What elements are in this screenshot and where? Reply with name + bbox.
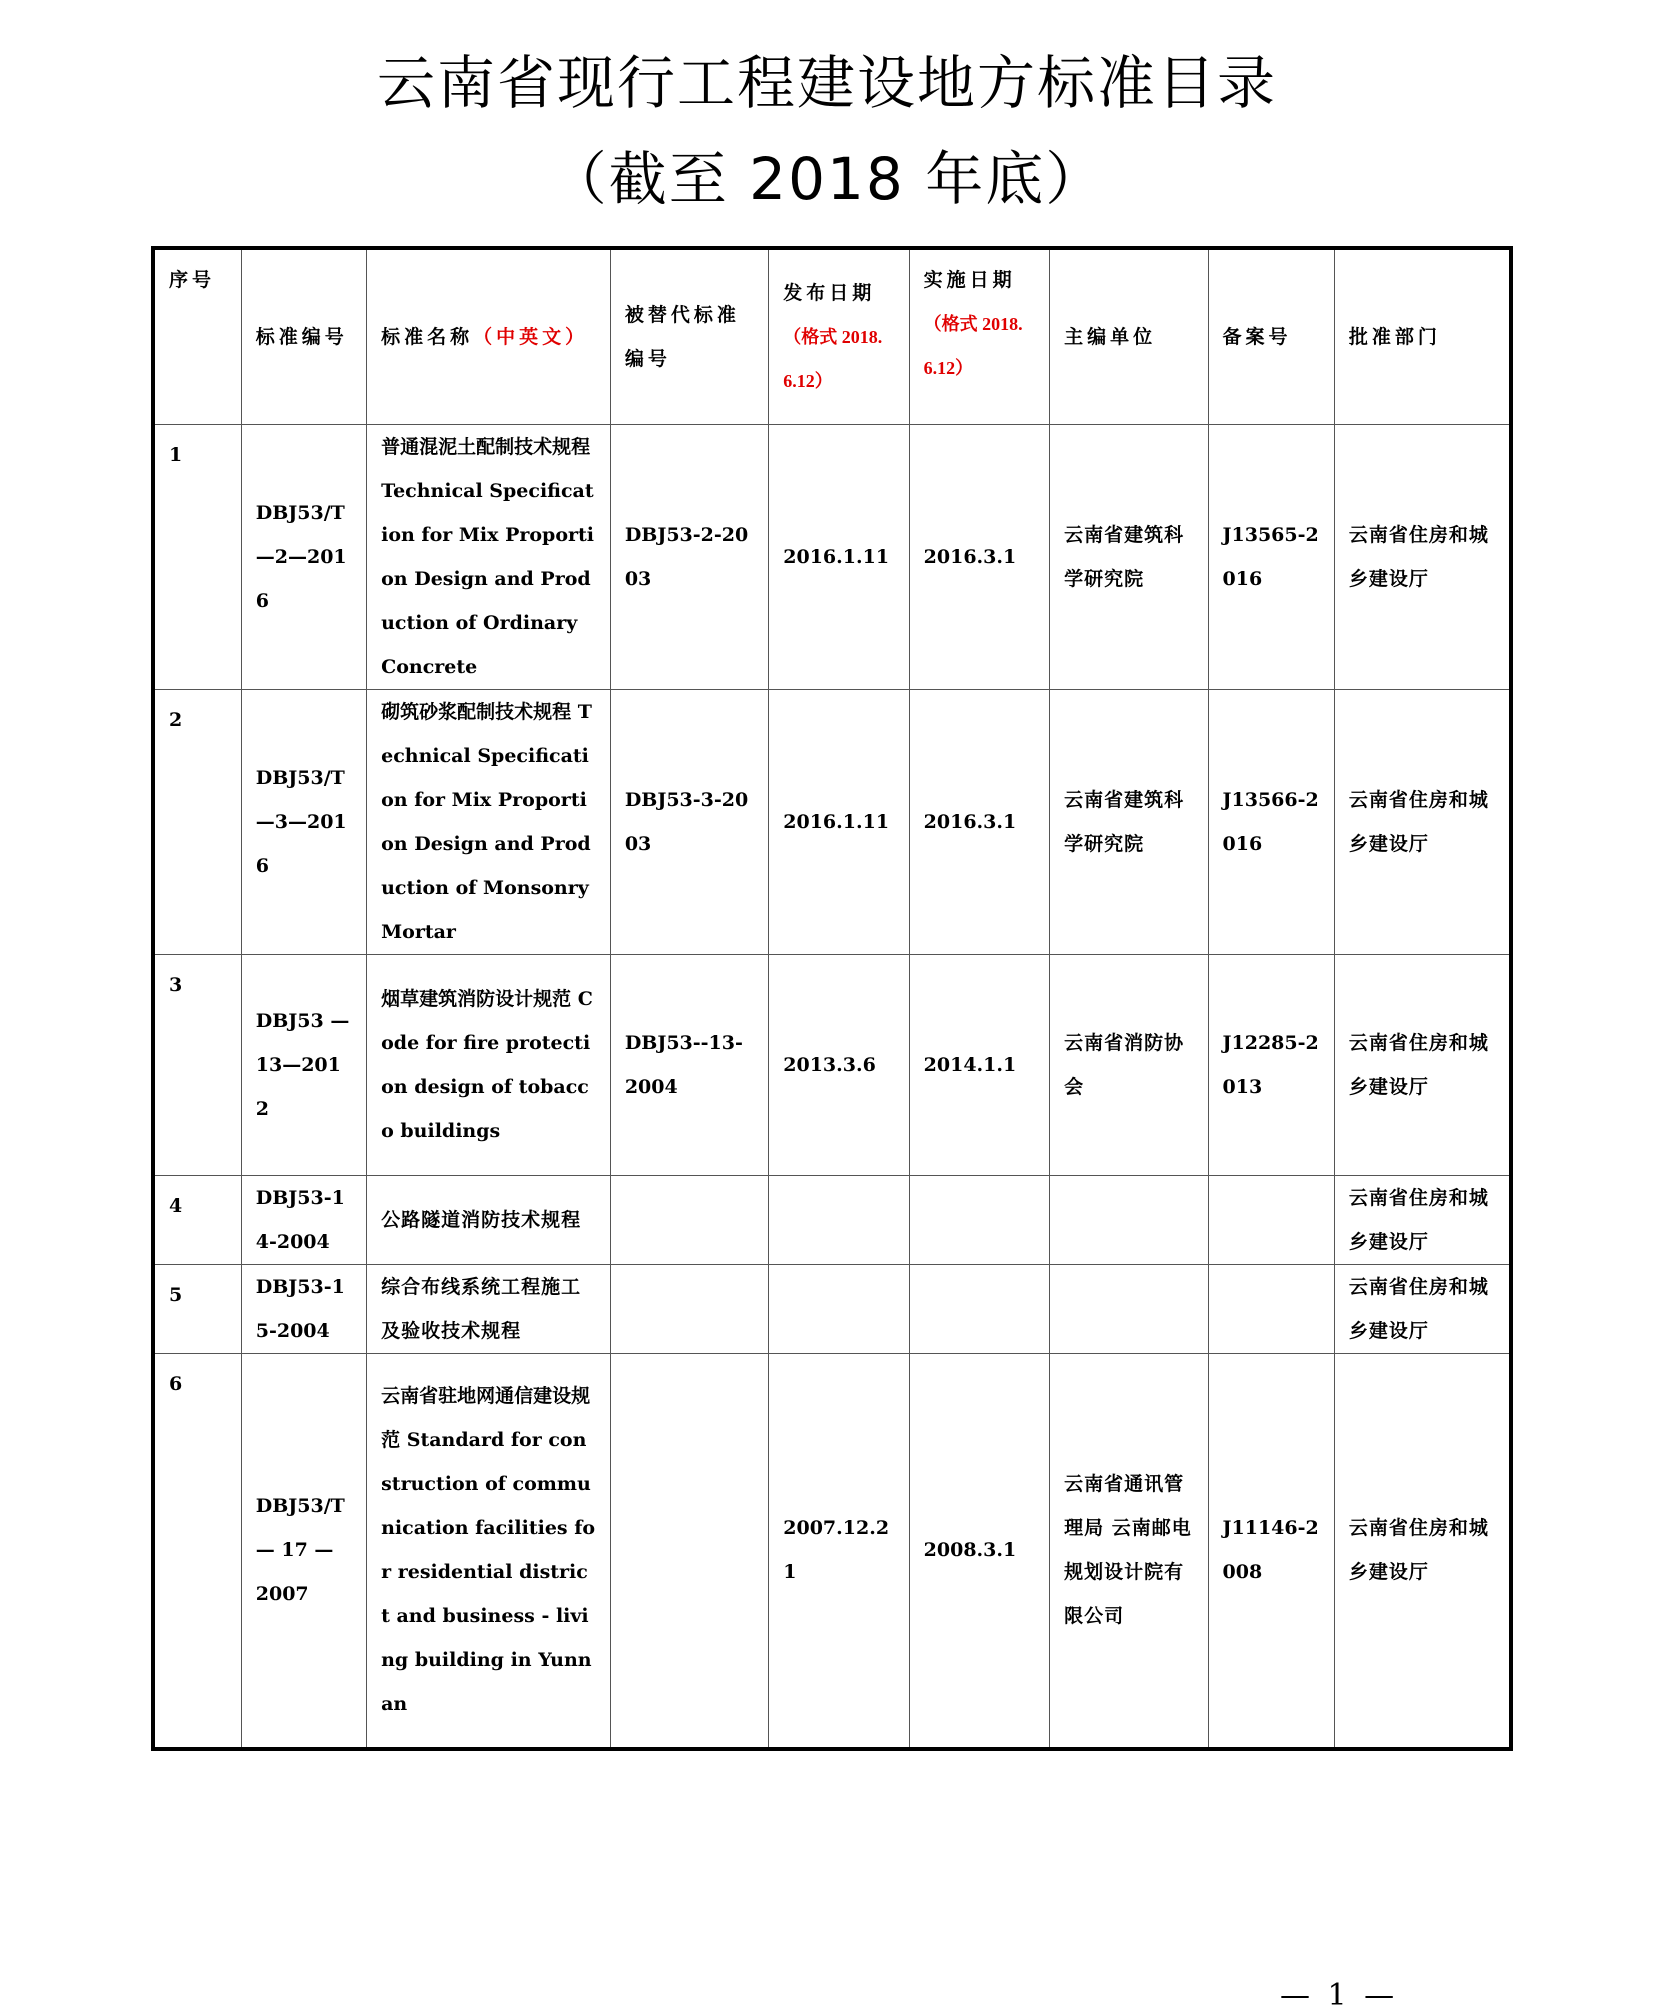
cell-name: 云南省驻地网通信建设规范 Standard for construction of communication facilities for residential district and business - living building in Yunnan (367, 1353, 611, 1749)
cell-code: DBJ53/T—2—2016 (241, 424, 366, 689)
header-publish-label: 发布日期 (783, 281, 876, 304)
cell-seq: 2 (153, 689, 241, 954)
cell-implement: 2014.1.1 (909, 954, 1049, 1175)
cell-replaced (610, 1264, 768, 1353)
cell-code: DBJ53-15-2004 (241, 1264, 366, 1353)
cell-replaced: DBJ53-2-2003 (610, 424, 768, 689)
header-implement-label: 实施日期 (923, 269, 1016, 291)
cell-code: DBJ53 —13—2012 (241, 954, 366, 1175)
header-code: 标准编号 (241, 248, 366, 424)
cell-seq: 1 (153, 424, 241, 689)
header-implement (909, 248, 1049, 424)
cell-approver: 云南省住房和城乡建设厅 (1334, 954, 1511, 1175)
cell-approver: 云南省住房和城乡建设厅 (1334, 689, 1511, 954)
table-row (153, 424, 1511, 689)
cell-record: J13565-2016 (1208, 424, 1334, 689)
cell-publish: 2016.1.11 (769, 424, 909, 689)
page-number: — 1 — (1280, 1978, 1399, 2013)
cell-approver: 云南省住房和城乡建设厅 (1334, 1175, 1511, 1264)
cell-code: DBJ53-14-2004 (241, 1175, 366, 1264)
cell-editor: 云南省建筑科学研究院 (1050, 689, 1208, 954)
table-row (153, 1175, 1511, 1264)
cell-replaced (610, 1175, 768, 1264)
cell-publish (769, 1175, 909, 1264)
cell-record: J13566-2016 (1208, 689, 1334, 954)
cell-implement (909, 1175, 1049, 1264)
header-name-label: 标准名称 (381, 325, 474, 348)
document-title: 云南省现行工程建设地方标准目录 (376, 49, 1277, 117)
header-row (153, 248, 1511, 424)
cell-editor: 云南省建筑科学研究院 (1050, 424, 1208, 689)
cell-publish (769, 1264, 909, 1353)
cell-implement: 2016.3.1 (909, 424, 1049, 689)
cell-replaced (610, 1353, 768, 1749)
cell-publish: 2016.1.11 (769, 689, 909, 954)
table-row (153, 1264, 1511, 1353)
cell-seq: 3 (153, 954, 241, 1175)
cell-name: 公路隧道消防技术规程 (367, 1175, 611, 1264)
header-editor: 主编单位 (1050, 248, 1208, 424)
cell-editor: 云南省通讯管理局 云南邮电规划设计院有限公司 (1050, 1353, 1208, 1749)
header-implement-note: （格式 2018.6.12） (923, 314, 1023, 378)
table-row (153, 689, 1511, 954)
cell-approver: 云南省住房和城乡建设厅 (1334, 1264, 1511, 1353)
header-replaced: 被替代标准编号 (610, 248, 768, 424)
cell-replaced: DBJ53--13-2004 (610, 954, 768, 1175)
header-publish-note: （格式 2018.6.12） (783, 326, 883, 391)
cell-record: J12285-2013 (1208, 954, 1334, 1175)
cell-editor (1050, 1175, 1208, 1264)
cell-replaced: DBJ53-3-2003 (610, 689, 768, 954)
cell-implement: 2008.3.1 (909, 1353, 1049, 1749)
cell-editor (1050, 1264, 1208, 1353)
cell-name: 普通混泥土配制技术规程 Technical Specification for Mix Proportion Design and Production of Ordinary Concrete (367, 424, 611, 689)
cell-record (1208, 1264, 1334, 1353)
cell-name: 综合布线系统工程施工及验收技术规程 (367, 1264, 611, 1353)
header-approver: 批准部门 (1334, 248, 1511, 424)
cell-publish: 2013.3.6 (769, 954, 909, 1175)
cell-seq: 6 (153, 1353, 241, 1749)
standards-table (151, 246, 1513, 1751)
cell-seq: 5 (153, 1264, 241, 1353)
header-name-note: （中英文） (473, 325, 589, 348)
cell-code: DBJ53/T—3—2016 (241, 689, 366, 954)
header-name (367, 248, 611, 424)
cell-code: DBJ53/T— 17 — 2007 (241, 1353, 366, 1749)
cell-approver: 云南省住房和城乡建设厅 (1334, 424, 1511, 689)
cell-publish: 2007.12.21 (769, 1353, 909, 1749)
cell-record: J11146-2008 (1208, 1353, 1334, 1749)
cell-approver: 云南省住房和城乡建设厅 (1334, 1353, 1511, 1749)
document-subtitle: （截至 2018 年底） (548, 145, 1106, 213)
header-record: 备案号 (1208, 248, 1334, 424)
table-row (153, 1353, 1511, 1749)
header-publish (769, 248, 909, 424)
header-seq: 序号 (153, 248, 241, 424)
cell-implement: 2016.3.1 (909, 689, 1049, 954)
cell-editor: 云南省消防协会 (1050, 954, 1208, 1175)
cell-implement (909, 1264, 1049, 1353)
cell-seq: 4 (153, 1175, 241, 1264)
table-row (153, 954, 1511, 1175)
cell-record (1208, 1175, 1334, 1264)
cell-name: 烟草建筑消防设计规范 Code for fire protection design of tobacco buildings (367, 954, 611, 1175)
cell-name: 砌筑砂浆配制技术规程 Technical Specification for Mix Proportion Design and Production of Monsonry Mortar (367, 689, 611, 954)
